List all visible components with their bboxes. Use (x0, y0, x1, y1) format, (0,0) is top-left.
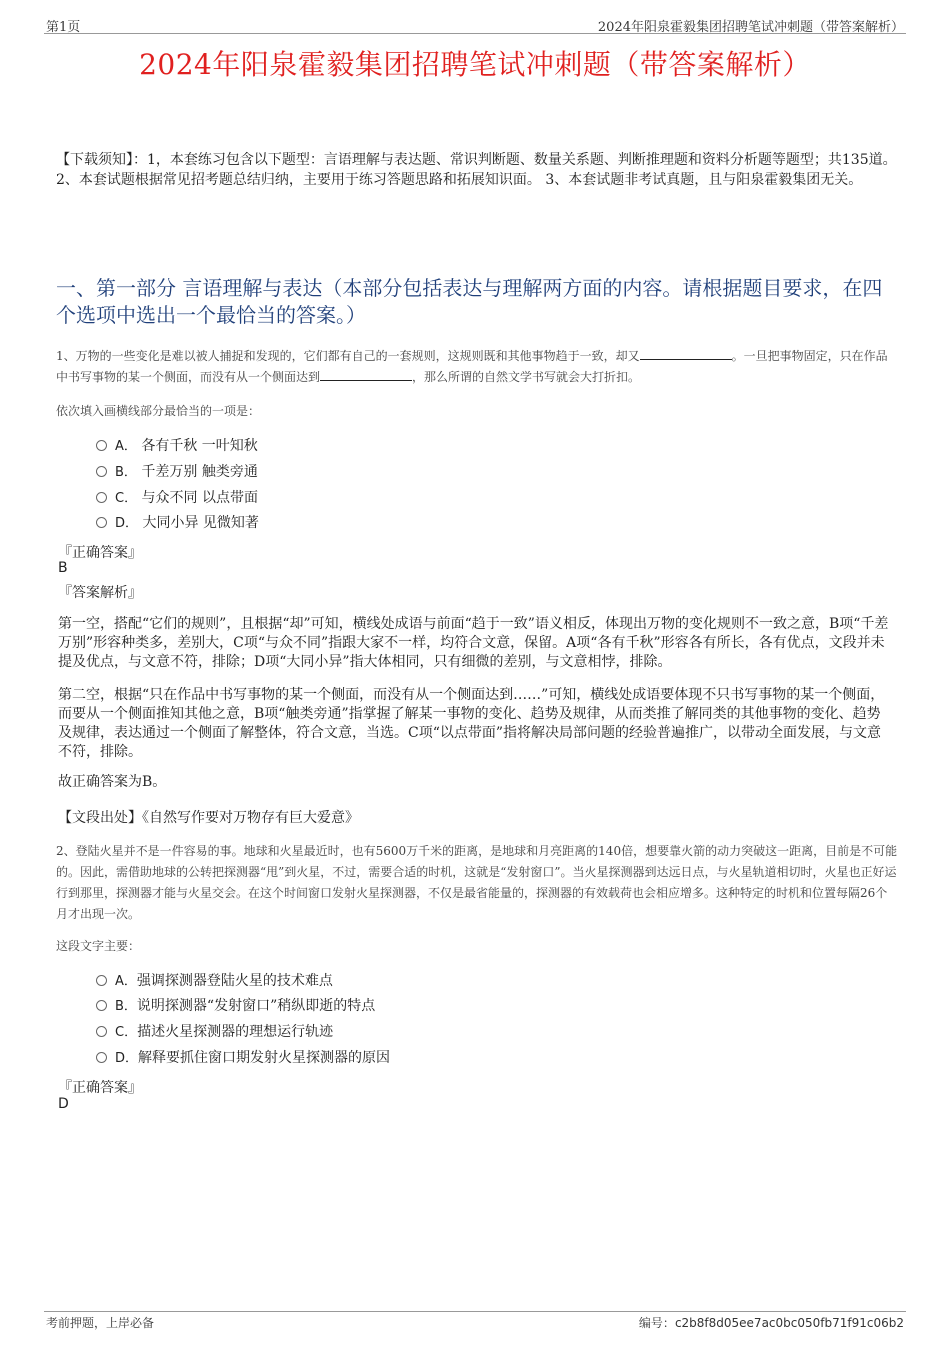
radio-icon[interactable] (96, 1052, 107, 1063)
radio-icon[interactable] (96, 440, 107, 451)
footer-divider (44, 1311, 906, 1312)
question-1-option-b[interactable]: B． 千差万别 触类旁通 (96, 463, 258, 481)
question-1-option-d[interactable]: D． 大同小异 见微知著 (96, 514, 259, 532)
header-page-number: 第1页 (46, 20, 81, 35)
question-1-conclusion: 故正确答案为B。 (58, 774, 167, 790)
question-1-prompt: 依次填入画横线部分最恰当的一项是： (56, 404, 261, 418)
footer-slogan: 考前押题，上岸必备 (46, 1316, 155, 1330)
question-1-stem-part-c: ，那么所谓的自然文学书写就会大打折扣。 (412, 370, 641, 384)
question-1-analysis-paragraph: 第二空，根据“只在作品中书写事物的某一个侧面，而没有从一个侧面达到……”可知，横线处成语要体现不只书写事物的某一个侧面，而要从一个侧面推知其他之意，B项“触类旁通”指掌握了解某一事物的变化、趋势及规律，从而类推了解同类的其他事物的变化、趋势及规律，表达通过一个侧面了解整体，符合文意，当选。C项“以点带面”指将解决局部问题的经验普遍推广，以带动全面发展，与文意不符，排除。 (58, 687, 885, 760)
question-2-answer-label: 『正确答案』 (58, 1080, 142, 1096)
footer-code-label: 编号： (638, 1316, 675, 1330)
question-2-option-b[interactable]: B．说明探测器“发射窗口”稍纵即逝的特点 (96, 997, 375, 1015)
question-2-answer: D (58, 1096, 69, 1112)
page-title: 2024年阳泉霍毅集团招聘笔试冲刺题（带答案解析） (139, 48, 811, 81)
radio-icon[interactable] (96, 517, 107, 528)
question-2-option-a[interactable]: A．强调探测器登陆火星的技术难点 (96, 972, 333, 990)
question-1-answer-label: 『正确答案』 (58, 545, 142, 561)
radio-icon[interactable] (96, 466, 107, 477)
question-1-source: 【文段出处】《自然写作要对万物存有巨大爱意》 (58, 810, 359, 826)
question-2-option-c[interactable]: C．描述火星探测器的理想运行轨迹 (96, 1023, 333, 1041)
question-1-stem-part-a: 1、万物的一些变化是难以被人捕捉和发现的，它们都有自己的一套规则，这规则既和其他事物趋于一致，却又 (56, 349, 640, 363)
section-heading: 一、第一部分 言语理解与表达（本部分包括表达与理解两方面的内容。请根据题目要求，在四个选项中选出一个最恰当的答案。） (56, 276, 883, 327)
question-1-blank-2 (320, 368, 412, 381)
footer-code-value: c2b8f8d05ee7ac0bc050fb71f91c06b2 (674, 1316, 904, 1330)
question-1-analysis-paragraph: 第一空，搭配“它们的规则”，且根据“却”可知，横线处成语与前面“趋于一致”语义相反，体现出万物的变化规则不一致之意，B项“千差万别”形容种类多，差别大，C项“与众不同”指跟大家不一样，均符合文意，保留。A项“各有千秋”形容各有所长，各有优点，文段并未提及优点，与文意不符，排除；D项“大同小异”指大体相同，只有细微的差别，与文意相悖，排除。 (58, 616, 889, 670)
header-doc-title: 2024年阳泉霍毅集团招聘笔试冲刺题（带答案解析） (597, 20, 904, 35)
question-1-blank-1 (640, 347, 732, 360)
header-divider (44, 33, 906, 34)
question-1-option-c[interactable]: C． 与众不同 以点带面 (96, 489, 258, 507)
question-1-answer: B (58, 560, 68, 576)
footer-code (639, 1314, 904, 1331)
question-1-option-a[interactable]: A． 各有千秋 一叶知秋 (96, 437, 258, 455)
radio-icon[interactable] (96, 492, 107, 503)
question-2-option-d[interactable]: D．解释要抓住窗口期发射火星探测器的原因 (96, 1049, 390, 1067)
question-1-stem (56, 346, 898, 388)
radio-icon[interactable] (96, 1000, 107, 1011)
question-2-stem: 2、登陆火星并不是一件容易的事。地球和火星最近时，也有5600万千米的距离，是地球和月亮距离的140倍，想要靠火箭的动力突破这一距离，目前是不可能的。因此，需借助地球的公转把探测器“甩”到火星，不过，需要合适的时机，这就是“发射窗口”。当火星探测器到达远日点，与火星轨道相切时，火星也正好运行到那里，探测器才能与火星交会。在这个时间窗口发射火星探测器，不仅是最省能量的，探测器的有效载荷也会相应增多。这种特定的时机和位置每隔26个月才出现一次。 (56, 844, 898, 921)
question-1-analysis-label: 『答案解析』 (58, 585, 142, 601)
radio-icon[interactable] (96, 975, 107, 986)
question-1-stem-part-b: 。一旦把事物固定，只在作品中书写事物的某一个侧面，而没有从一个侧面达到 (56, 349, 888, 384)
question-2-prompt: 这段文字主要： (56, 939, 141, 953)
download-notice: 【下载须知】：1，本套练习包含以下题型：言语理解与表达题、常识判断题、数量关系题、判断推理题和资料分析题等题型；共135道。 2、本套试题根据常见招考题总结归纳，主要用于练习答题思路和拓展知识面。 3、本套试题非考试真题，且与阳泉霍毅集团无关。 (56, 152, 897, 188)
radio-icon[interactable] (96, 1026, 107, 1037)
